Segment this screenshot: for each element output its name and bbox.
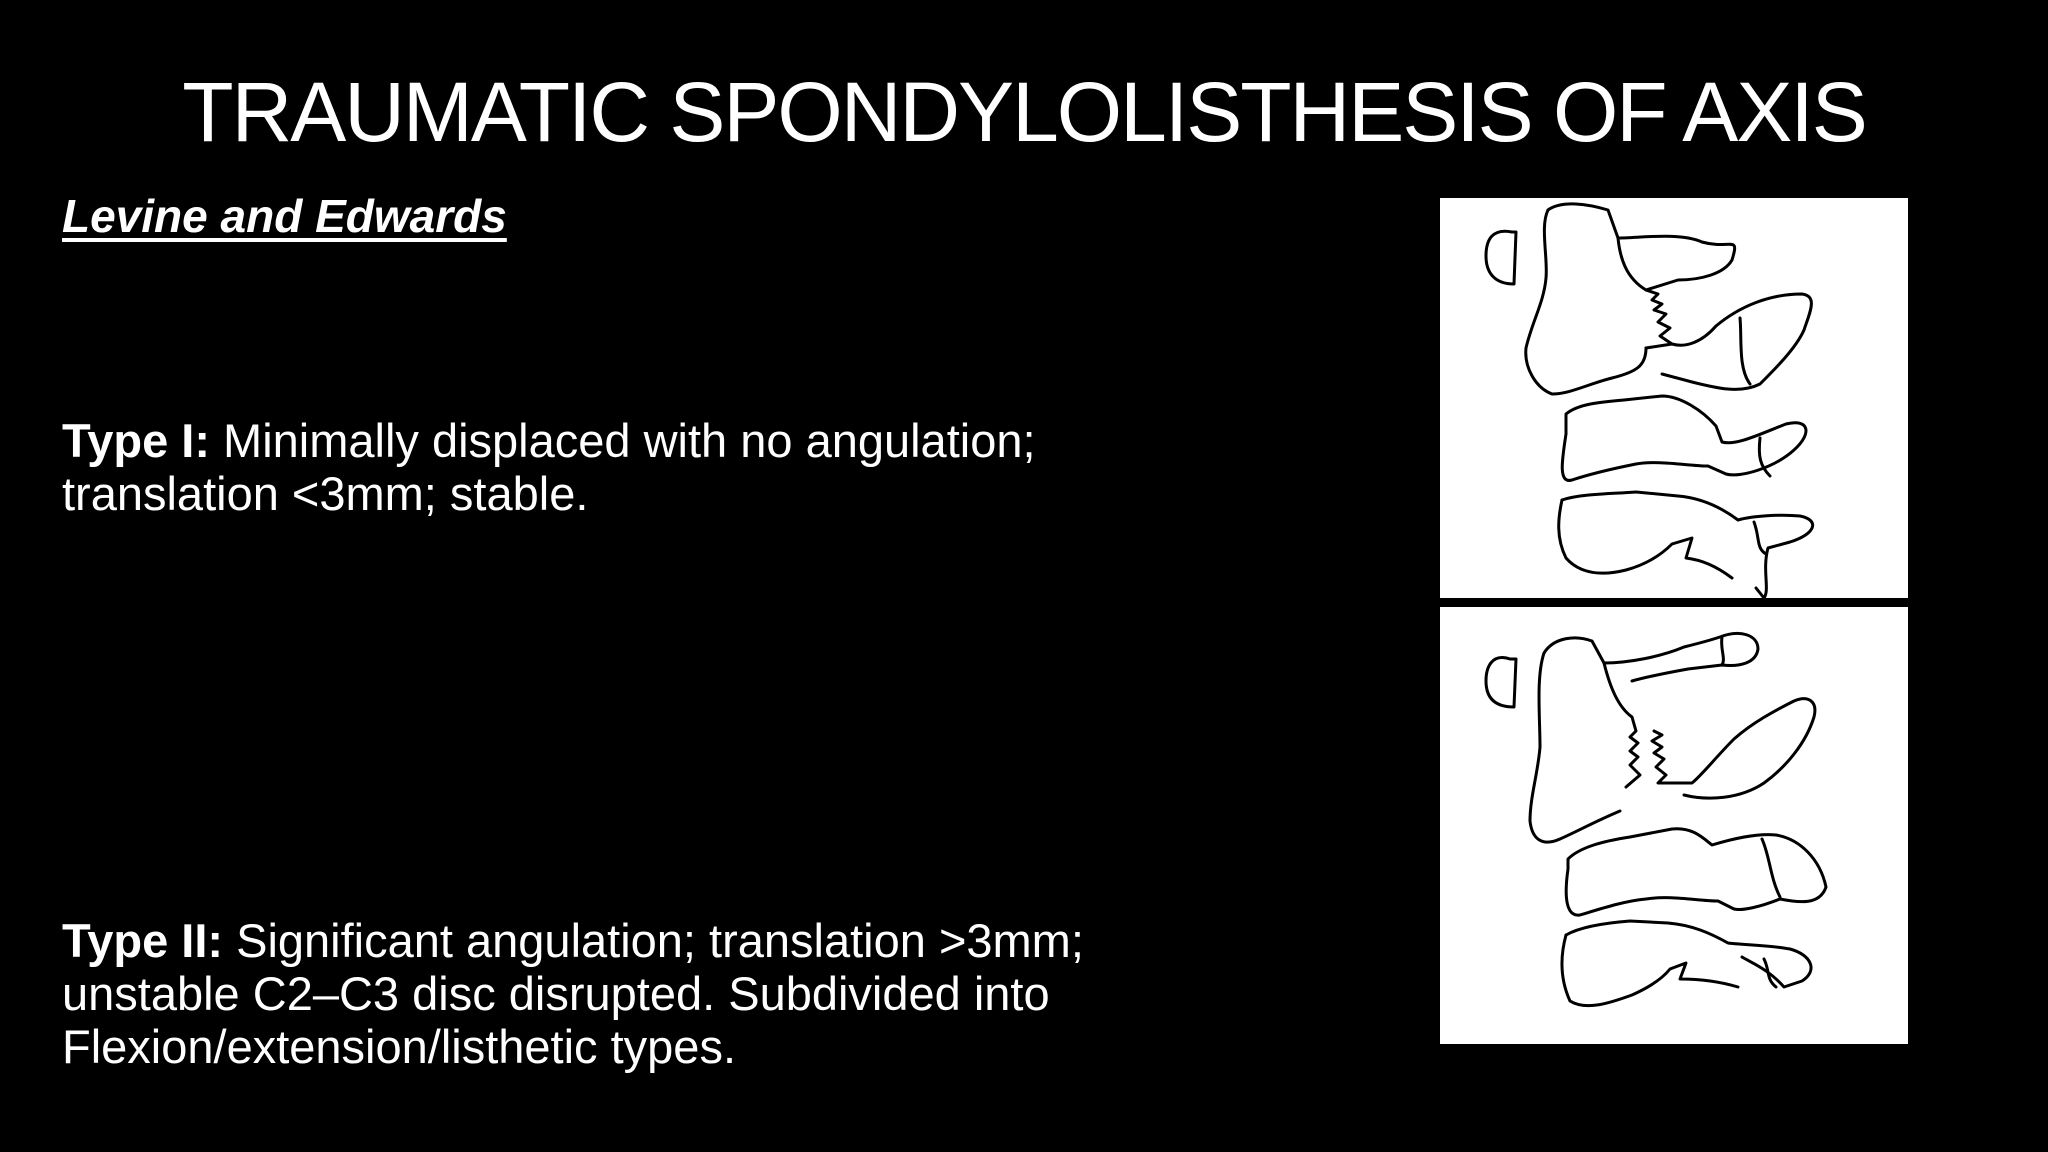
type-2-description bbox=[62, 914, 1242, 1073]
type-1-description bbox=[62, 414, 1242, 520]
classification-subtitle: Levine and Edwards bbox=[62, 190, 507, 242]
type-1-text: Minimally displaced with no angulation; translation <3mm; stable. bbox=[62, 414, 1036, 520]
type-2-spine-drawing bbox=[1440, 607, 1908, 1044]
type-2-label: Type II: bbox=[62, 914, 224, 967]
type-1-spine-diagram bbox=[1440, 198, 1908, 598]
type-2-text: Significant angulation; translation >3mm; unstable C2–C3 disc disrupted. Subdivided into Flexion/extension/listhetic types. bbox=[62, 914, 1084, 1073]
type-2-spine-diagram bbox=[1440, 607, 1908, 1044]
type-1-label: Type I: bbox=[62, 414, 210, 467]
type-1-spine-drawing bbox=[1440, 198, 1908, 598]
slide-title: TRAUMATIC SPONDYLOLISTHESIS OF AXIS bbox=[182, 65, 1866, 159]
